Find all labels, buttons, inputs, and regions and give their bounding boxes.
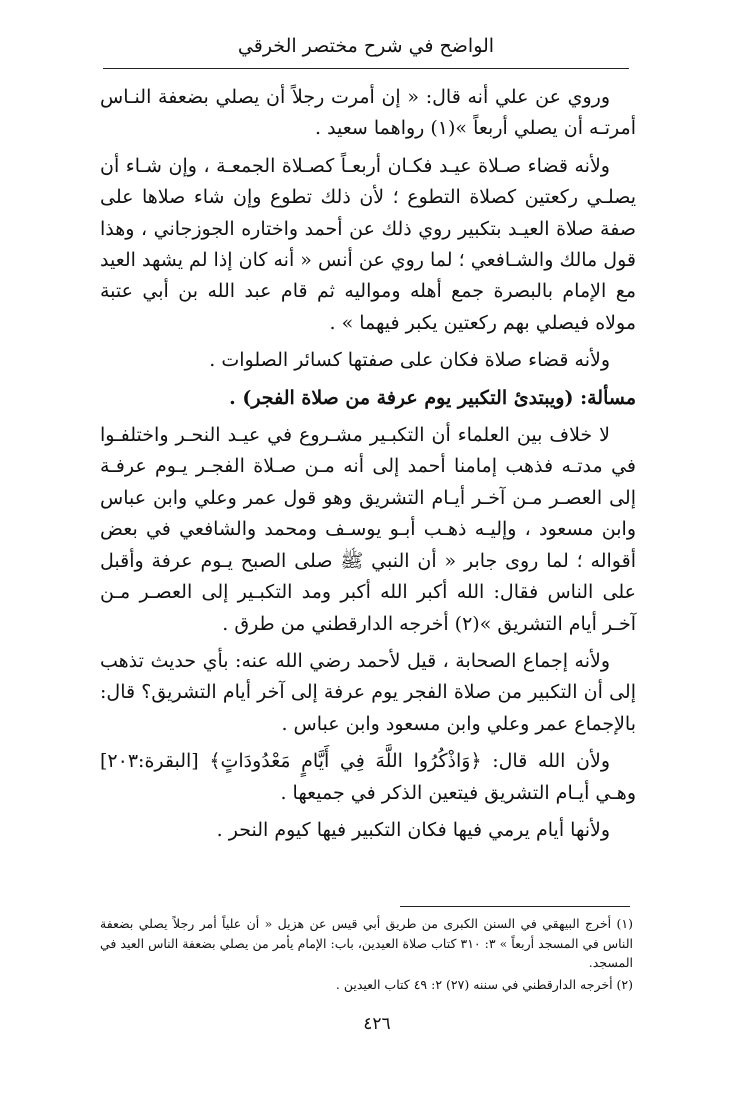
paragraph: لا خلاف بين العلماء أن التكبـير مشـروع في عيـد النحـر واختلفـوا في مدتـه فذهب إمامنا أحمد إلى أنه مـن صـلاة الفجـر يـوم عرفـة إلى العصـر مـن آخـر أيـام التشريق وهو قول عمر وعلي وابن عباس وابن مسعود ، وإليـه ذهـب أبـو يوسـف ومحمد والشافعي في بعض أقواله ؛ لما روى جابر « أن النبي ﷺ صلى الصبح يـوم عرفة وأقبل على الناس فقال: الله أكبر الله أكبر ومد التكبـير إلى العصـر مـن آخـر أيام التشريق »(٢) أخرجه الدارقطني من طرق . — [100, 424, 636, 635]
footnotes — [100, 914, 633, 996]
footnote-separator — [400, 906, 630, 907]
page-number: ٤٢٦ — [363, 1014, 391, 1034]
running-header — [103, 28, 629, 69]
book-title: الواضح في شرح مختصر الخرقي — [237, 35, 495, 57]
masalah-heading: مسألة: (ويبتدئ التكبير يوم عرفة من صلاة الفجر) . — [229, 386, 636, 409]
paragraph: ولأنه قضاء صلاة فكان على صفتها كسائر الصلوات . — [209, 349, 610, 372]
paragraph: وروي عن علي أنه قال: « إن أمرت رجلاً أن يصلي بضعفة النـاس أمرتـه أن يصلي أربعاً »(١) رواهما سعيد . — [100, 86, 636, 140]
paragraph: ولأنها أيام يرمي فيها فكان التكبير فيها كيوم النحر . — [216, 818, 610, 841]
footnote: (٢) أخرجه الدارقطني في سننه (٢٧) ٢: ٤٩ كتاب العيدين . — [335, 976, 633, 992]
paragraph: ولأنه قضاء صـلاة عيـد فكـان أربعـاً كصـلاة الجمعـة ، وإن شـاء أن يصلـي ركعتين كصلاة التطوع ؛ لأن ذلك تطوع وإن شاء صلاها على صفة صلاة العيـد بتكبير روي ذلك عن أحمد واختاره الجوزجاني ، وهذا قول مالك والشـافعي ؛ لما روي عن أنس « أنه كان إذا لم يشهد العيد مع الإمام بالبصرة جمع أهله ومواليه ثم قام عبد الله بن أبي عتبة مولاه فيصلي بهم ركعتين يكبر فيهما » . — [100, 154, 636, 334]
paragraph: ولأن الله قال: ﴿وَاذْكُرُوا اللَّهَ فِي أَيَّامٍ مَعْدُودَاتٍ﴾ [البقرة:٢٠٣] وهـي أيـام التشريق فيتعين الذكر في جميعها . — [100, 750, 636, 804]
footnote: (١) أخرج البيهقي في السنن الكبرى من طريق أبي قيس عن هزيل « أن علياً أمر رجلاً يصلي بضعفة الناس في المسجد أربعاً » ٣: ٣١٠ كتاب صلاة العيدين، باب: الإمام يأمر من يصلي بضعفة الناس العيد في المسجد. — [100, 916, 633, 970]
main-text — [100, 82, 636, 852]
paragraph: ولأنه إجماع الصحابة ، قيل لأحمد رضي الله عنه: بأي حديث تذهب إلى أن التكبير من صلاة الفجر يوم عرفة إلى آخر أيام التشريق؟ قال: بالإجماع عمر وعلي وابن مسعود وابن عباس . — [100, 649, 636, 735]
